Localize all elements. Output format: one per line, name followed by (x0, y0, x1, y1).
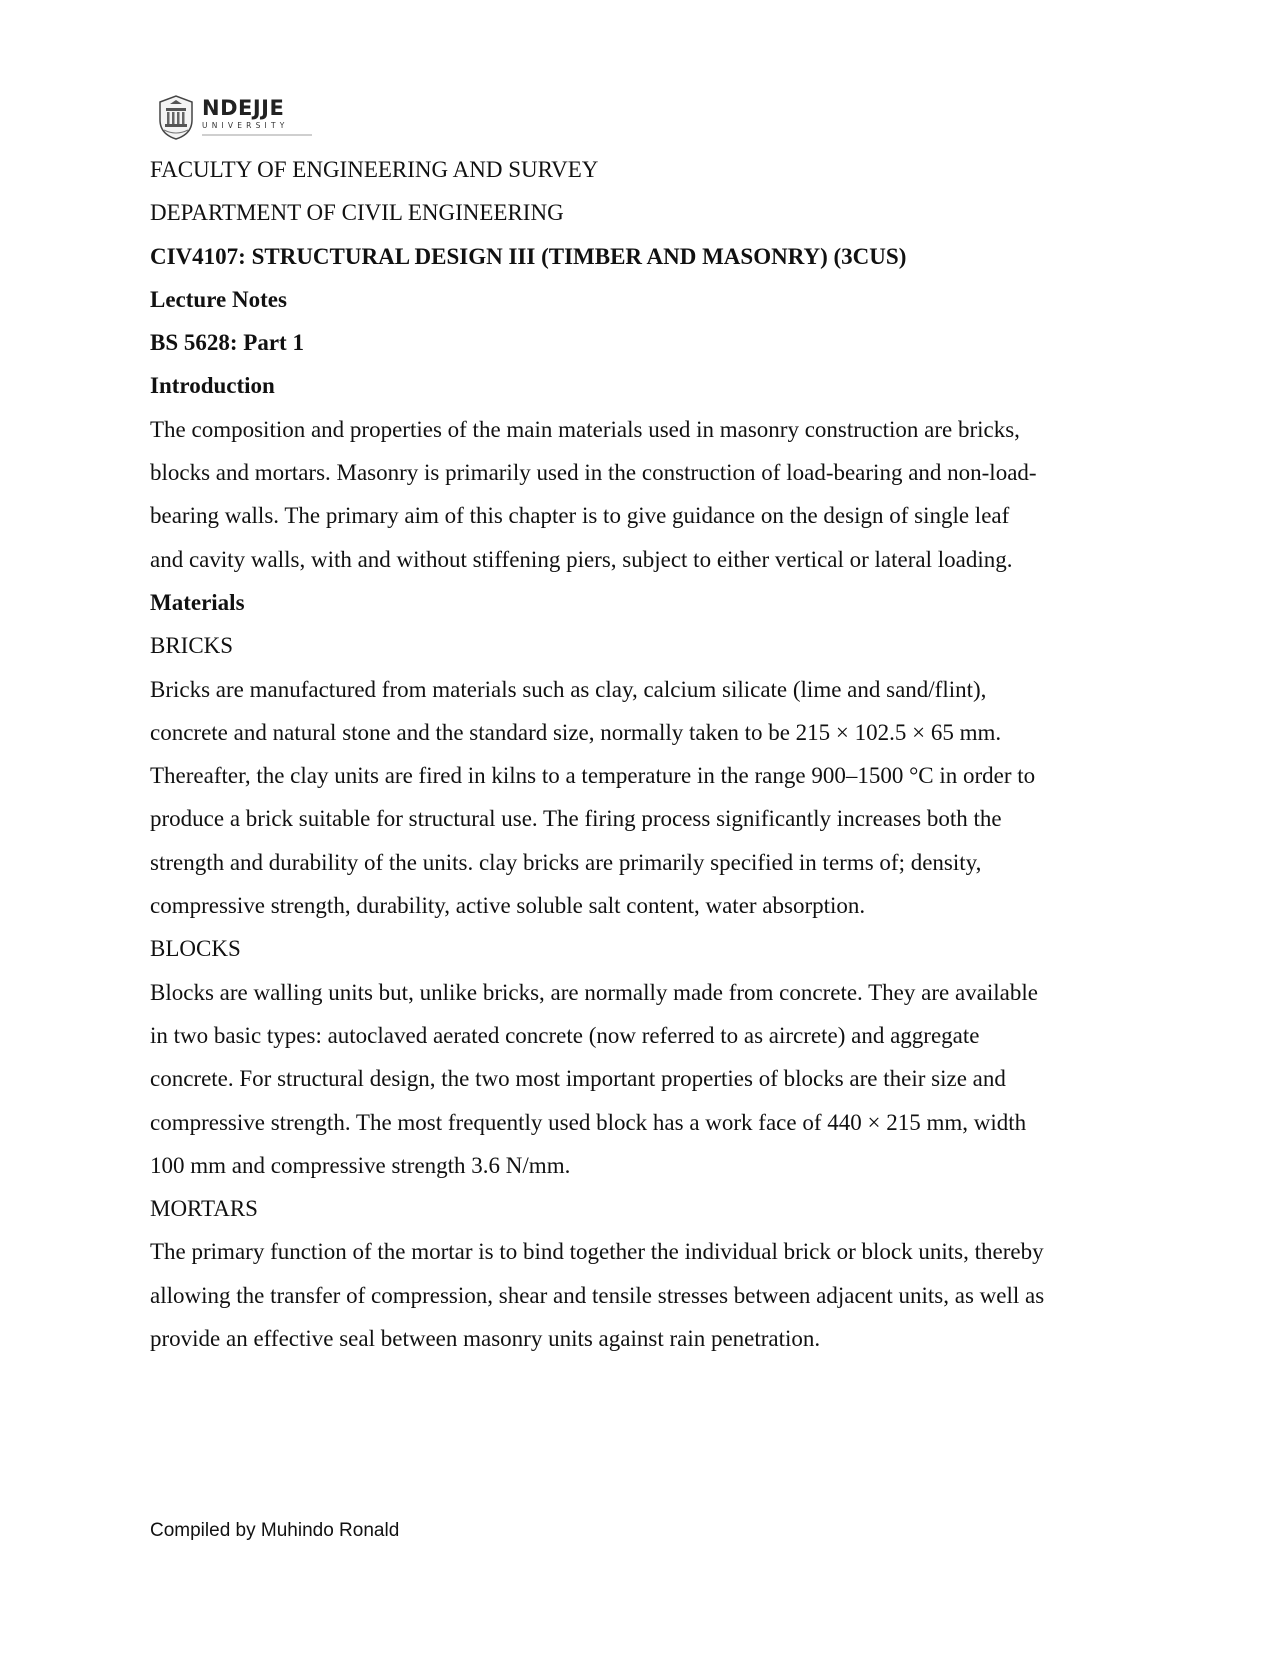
blocks-heading: BLOCKS (150, 936, 241, 962)
paragraph-line: provide an effective seal between masonry units against rain penetration. (150, 1326, 821, 1352)
logo-text (202, 98, 312, 136)
bricks-heading: BRICKS (150, 633, 234, 659)
introduction-heading: Introduction (150, 373, 275, 399)
paragraph-line: bearing walls. The primary aim of this chapter is to give guidance on the design of single leaf (150, 503, 1010, 529)
university-seal-icon (156, 94, 196, 140)
document-page (150, 86, 1130, 1360)
materials-heading: Materials (150, 589, 245, 615)
paragraph-line: Blocks are walling units but, unlike bricks, are normally made from concrete. They are available (150, 979, 1038, 1005)
paragraph-line: compressive strength. The most frequently used block has a work face of 440 × 215 mm, width (150, 1109, 1027, 1135)
mortars-paragraph (150, 1230, 1130, 1360)
logo-subtitle: UNIVERSITY (202, 121, 289, 131)
paragraph-line: and cavity walls, with and without stiffening piers, subject to either vertical or lateral loading. (150, 546, 1013, 572)
paragraph-line: The composition and properties of the main materials used in masonry construction are bricks, (150, 416, 1020, 442)
course-title: CIV4107: STRUCTURAL DESIGN III (TIMBER AND MASONRY) (3CUS) (150, 243, 907, 269)
paragraph-line: Thereafter, the clay units are fired in kilns to a temperature in the range 900–1500 °C in order to (150, 763, 1036, 789)
logo-name: NDEJJE (202, 96, 285, 121)
logo-tagline-rule (202, 134, 312, 136)
paragraph-line: Bricks are manufactured from materials such as clay, calcium silicate (lime and sand/flint), (150, 676, 987, 702)
university-logo (156, 86, 1130, 148)
paragraph-line: The primary function of the mortar is to bind together the individual brick or block units, thereby (150, 1239, 1044, 1265)
paragraph-line: compressive strength, durability, active soluble salt content, water absorption. (150, 893, 866, 919)
department-name: DEPARTMENT OF CIVIL ENGINEERING (150, 200, 564, 226)
document-type: Lecture Notes (150, 286, 287, 312)
paragraph-line: 100 mm and compressive strength 3.6 N/mm. (150, 1152, 571, 1178)
standard-reference: BS 5628: Part 1 (150, 330, 304, 356)
paragraph-line: strength and durability of the units. clay bricks are primarily specified in terms of; density, (150, 849, 982, 875)
mortars-heading: MORTARS (150, 1196, 258, 1222)
paragraph-line: concrete. For structural design, the two most important properties of blocks are their size and (150, 1066, 1006, 1092)
page-footer: Compiled by Muhindo Ronald (150, 1520, 400, 1541)
paragraph-line: concrete and natural stone and the standard size, normally taken to be 215 × 102.5 × 65 mm. (150, 719, 1002, 745)
paragraph-line: produce a brick suitable for structural use. The firing process significantly increases both the (150, 806, 1002, 832)
bricks-paragraph (150, 668, 1130, 928)
introduction-paragraph (150, 408, 1130, 581)
paragraph-line: in two basic types: autoclaved aerated concrete (now referred to as aircrete) and aggregate (150, 1022, 980, 1048)
faculty-name: FACULTY OF ENGINEERING AND SURVEY (150, 157, 599, 182)
paragraph-line: blocks and mortars. Masonry is primarily used in the construction of load-bearing and non-load- (150, 460, 1037, 486)
blocks-paragraph (150, 971, 1130, 1187)
paragraph-line: allowing the transfer of compression, shear and tensile stresses between adjacent units, as well as (150, 1282, 1045, 1308)
